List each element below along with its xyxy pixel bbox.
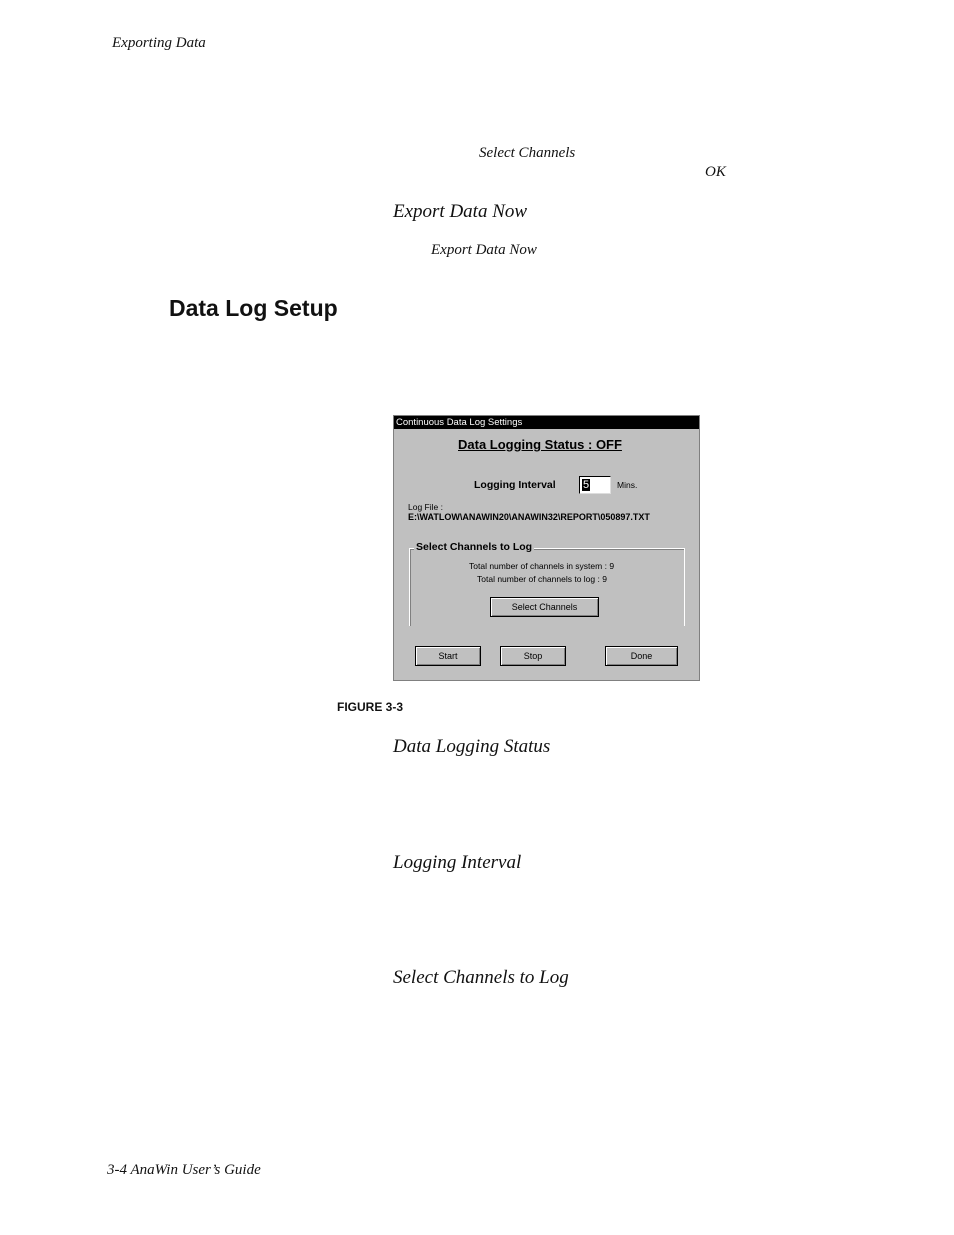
running-header: Exporting Data <box>112 35 206 51</box>
total-channels-in-system: Total number of channels in system : 9 <box>469 561 615 571</box>
logging-interval-subheading: Logging Interval <box>393 852 522 873</box>
logging-interval-value: 5 <box>583 479 590 491</box>
figure-label: FIGURE 3-3 <box>337 700 404 714</box>
logging-interval-input[interactable] <box>579 476 611 494</box>
export-data-now-ref: Export Data Now <box>431 242 537 258</box>
total-channels-to-log: Total number of channels to log : 9 <box>477 574 607 584</box>
done-button[interactable]: Done <box>605 646 678 666</box>
dialog-title-bar: Continuous Data Log Settings <box>394 416 699 429</box>
logging-interval-label: Logging Interval <box>474 479 556 491</box>
log-file-label: Log File : <box>408 502 443 512</box>
data-logging-status-subheading: Data Logging Status <box>393 736 551 757</box>
ok-ref: OK <box>705 164 726 180</box>
select-channels-button[interactable]: Select Channels <box>490 597 599 617</box>
page-footer: 3-4 AnaWin User’s Guide <box>107 1162 261 1178</box>
stop-button[interactable]: Stop <box>500 646 566 666</box>
start-button[interactable]: Start <box>415 646 481 666</box>
log-file-path: E:\WATLOW\ANAWIN20\ANAWIN32\REPORT\050897.TXT <box>408 512 650 522</box>
logging-status: Data Logging Status : OFF <box>458 437 622 452</box>
select-channels-group-title: Select Channels to Log <box>416 541 533 553</box>
select-channels-ref: Select Channels <box>479 145 576 161</box>
export-data-now-subheading: Export Data Now <box>393 201 528 222</box>
section-heading: Data Log Setup <box>169 295 338 321</box>
continuous-data-log-settings-dialog <box>393 415 700 681</box>
logging-interval-unit: Mins. <box>617 480 638 490</box>
select-channels-to-log-subheading: Select Channels to Log <box>393 967 569 988</box>
